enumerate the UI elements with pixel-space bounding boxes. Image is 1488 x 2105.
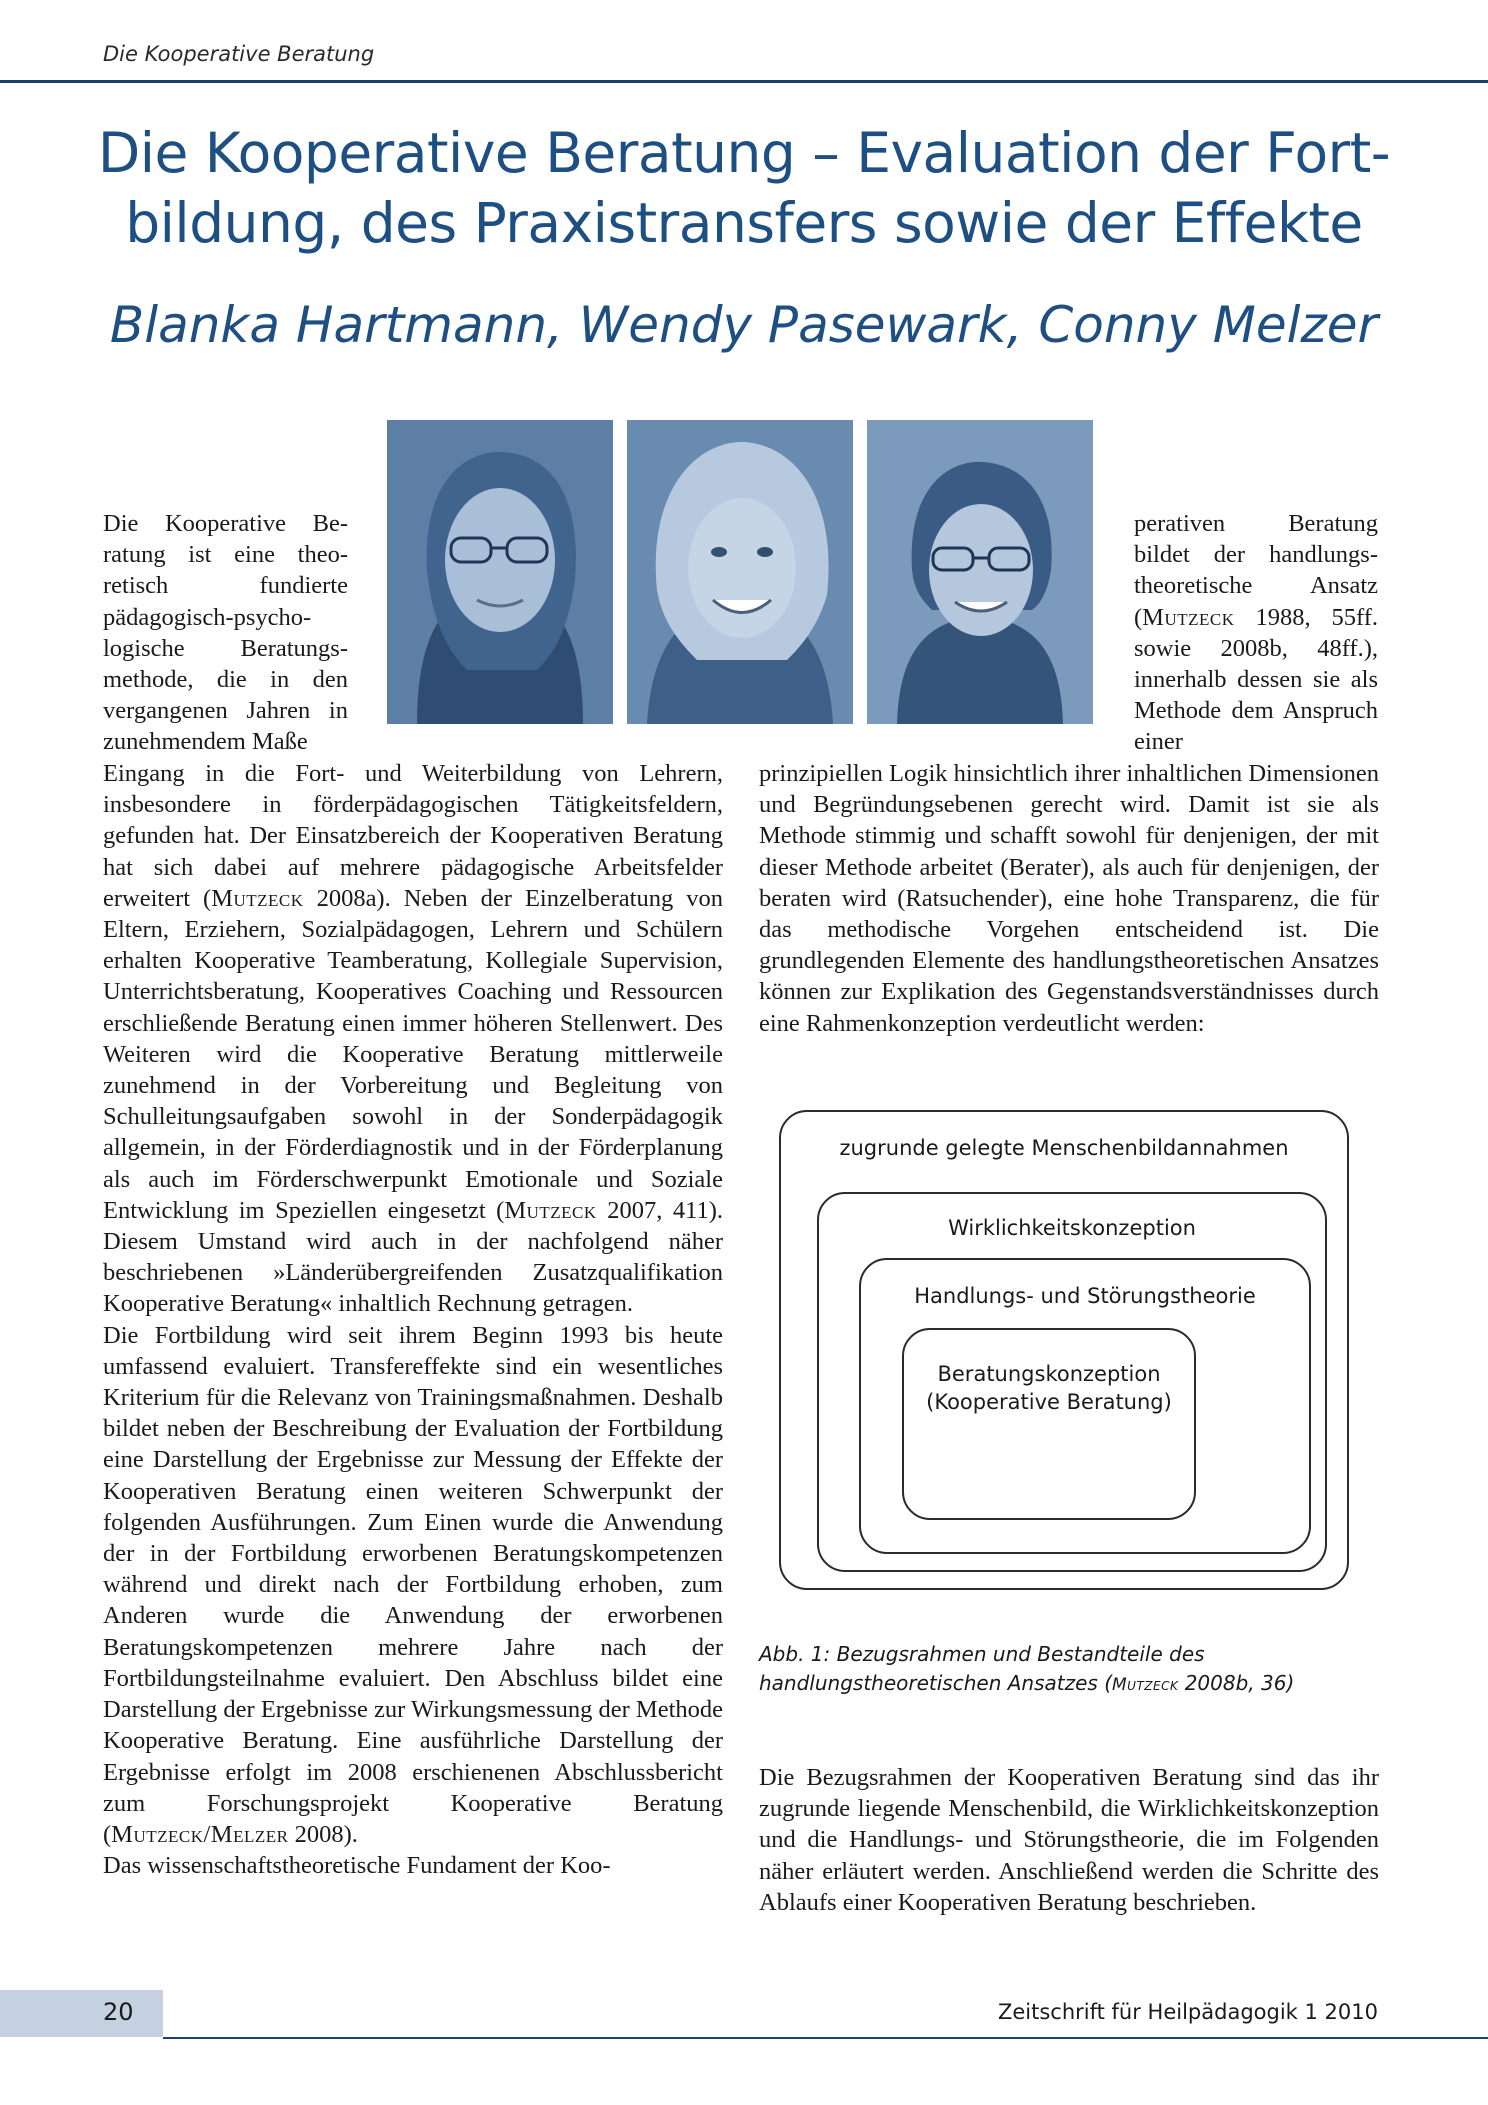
text-segment: 2008).	[288, 1820, 358, 1848]
paragraph-intro-start: Die Kooperative Beratung ist eine theoretisch fundierte pädagogisch-psychologische Beratungsmethode, die in den vergangenen Jahren in zunehmendem Maße	[103, 510, 348, 756]
text-segment: perativen Beratung bildet der handlungstheoretische Ansatz (	[1134, 510, 1378, 631]
author-photo-2	[627, 420, 853, 724]
text-wrap-left	[103, 508, 348, 758]
diagram-label: Wirklichkeitskonzeption	[948, 1216, 1196, 1240]
column-left	[103, 758, 723, 1881]
diagram-box-beratung	[902, 1328, 1196, 1520]
paragraph-foundation-start: Das wissenschaftstheoretische Fundament der Koo-	[103, 1852, 611, 1880]
column-right-lower	[759, 1762, 1379, 1918]
diagram-label-line: Beratungskonzeption	[937, 1362, 1161, 1386]
text-segment: Die Fortbildung wird seit ihrem Beginn 1993 bis heute umfassend evaluiert. Transfereffekte sind ein wesentliches Kriterium für die Relevanz von Trainingsmaßnahmen. Deshalb bildet neben der Beschreibung der Evaluation der Fortbildung eine Darstellung der Ergebnisse zur Messung der Effekte der Kooperativen Beratung einen weiteren Schwerpunkt der folgenden Ausführungen. Zum Einen wurde die Anwendung der in der Fortbildung erworbenen Beratungskompetenzen während und direkt nach der Fortbildung erhoben, zum Anderen wurde die Anwendung der erworbenen Beratungskompetenzen mehrere Jahre nach der Fortbildungsteilnahme evaluiert. Den Abschluss bildet eine Darstellung der Ergebnisse zur Wirkungsmessung der Methode Kooperative Beratung. Eine ausführliche Darstellung der Ergebnisse erfolgt im 2008 erschienenen Abschlussbericht zum Forschungsprojekt Kooperative Beratung (	[103, 1321, 724, 1848]
footer-rule	[163, 2037, 1488, 2039]
text-segment: 2008b, 36)	[1178, 1671, 1295, 1695]
article-title: Die Kooperative Beratung – Evaluation der Fort-bildung, des Praxistransfers sowie der Effekte	[97, 121, 1391, 255]
paragraph-theory: prinzipiellen Logik hinsichtlich ihrer inhaltlichen Dimensionen und Begründungsebenen gerecht wird. Damit ist sie als Methode stimmig und schafft sowohl für denjenigen, der mit dieser Methode arbeitet (Berater), als auch für denjenigen, der beraten wird (Ratsuchender), eine hohe Transparenz, die für das methodische Vorgehen entscheidend ist. Die grundlegenden Elemente des handlungstheoretischen Ansatzes können zur Explikation des Gegenstandsverständnisses durch eine Rahmenkonzeption verdeutlicht werden:	[759, 760, 1379, 1037]
figure-frame-diagram	[759, 1110, 1379, 1610]
text-wrap-right	[1134, 508, 1378, 758]
text-segment: 2007, 411). Diesem Umstand wird auch in der nachfolgend näher beschriebenen »Länderübergreifenden Zusatzqualifikation Kooperative Beratung« inhaltlich Rechnung getragen.	[103, 1196, 723, 1318]
citation: Mutzeck	[1142, 603, 1235, 631]
diagram-label	[904, 1360, 1194, 1416]
text-segment: Eingang in die Fort- und Weiterbildung von Lehrern, insbesondere in förderpädagogischen Tätigkeitsfeldern, gefunden hat. Der Einsatzbereich der Kooperativen Beratung hat sich dabei auf mehrere pädagogische Arbeitsfelder erweitert (	[103, 760, 723, 912]
author-photo-3	[867, 420, 1093, 724]
author-photo-1	[387, 420, 613, 724]
paragraph-intro	[103, 758, 723, 1320]
column-right	[759, 758, 1379, 1039]
figure-caption	[759, 1640, 1379, 1700]
paragraph-frames: Die Bezugsrahmen der Kooperativen Beratung sind das ihr zugrunde liegende Menschenbild, die Wirklichkeitskonzeption und die Handlungs- und Störungstheorie, die im Folgenden näher erläutert werden. Anschließend werden die Schritte des Ablaufs einer Kooperativen Beratung beschrieben.	[759, 1764, 1379, 1916]
article-authors: Blanka Hartmann, Wendy Pasewark, Conny Melzer	[109, 296, 1379, 354]
citation: Mutzeck/Melzer	[111, 1820, 289, 1848]
journal-name: Zeitschrift für Heilpädagogik 1 2010	[997, 2000, 1378, 2024]
diagram-label: zugrunde gelegte Menschenbildannahmen	[839, 1136, 1289, 1160]
paragraph-evaluation	[103, 1320, 723, 1850]
citation: Mutzeck	[211, 884, 304, 912]
running-head: Die Kooperative Beratung	[103, 42, 375, 66]
page-number: 20	[103, 1998, 134, 2026]
footer-page-box	[0, 1990, 163, 2037]
citation: Mutzeck	[1112, 1675, 1179, 1695]
diagram-label: Handlungs- und Störungstheorie	[914, 1284, 1256, 1308]
text-segment: 1988, 55ff. sowie 2008b, 48ff.), innerhalb dessen sie als Methode dem Anspruch einer	[1134, 603, 1378, 756]
header-rule	[0, 80, 1488, 83]
text-segment: 2008a). Neben der Einzelberatung von Eltern, Erziehern, Sozialpädagogen, Lehrern und Schülern erhalten Kooperative Teamberatung, Kollegiale Supervision, Unterrichtsberatung, Kooperatives Coaching und Ressourcen erschließende Beratung einen immer höheren Stellenwert. Des Weiteren wird die Kooperative Beratung mittlerweile zunehmend in der Vorbereitung und Begleitung von Schulleitungsaufgaben sowohl in der Sonderpädagogik allgemein, in der Förderdiagnostik und in der Förderplanung als auch im Förderschwerpunkt Emotionale und Soziale Entwicklung im Speziellen eingesetzt (	[103, 884, 723, 1224]
citation: Mutzeck	[504, 1196, 597, 1224]
diagram-label-line: (Kooperative Beratung)	[926, 1390, 1172, 1414]
text-segment: Abb. 1: Bezugsrahmen und Bestandteile des handlungstheoretischen Ansatzes (	[759, 1642, 1205, 1695]
paragraph-theory-start	[1134, 508, 1378, 758]
